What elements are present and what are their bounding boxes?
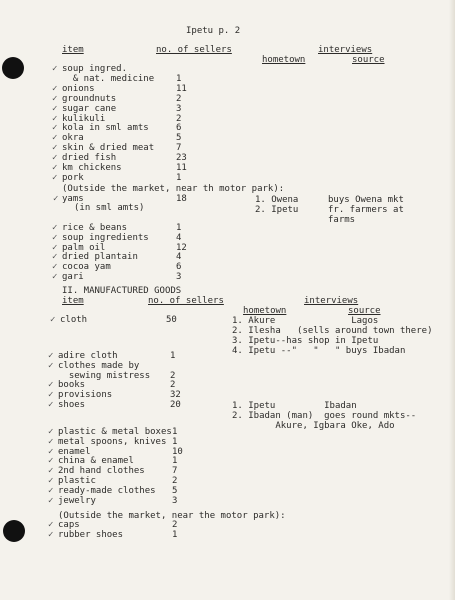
check-mark-icon: ✓ [48,520,54,530]
count-yams: 18 [176,194,187,204]
item-label: ready-made clothes [58,485,156,496]
cloth-note-1: 1. Akure Lagos [232,316,379,326]
check-mark-icon: ✓ [52,93,58,104]
seller-count: 1 [172,529,178,540]
check-mark-icon: ✓ [48,380,54,391]
seller-count: 10 [172,446,183,457]
yams-interview-2: 2. Ipetu [255,205,299,215]
punch-hole-top [2,57,24,79]
item-label: 2nd hand clothes [58,466,145,477]
item-label: rice & beans [62,223,128,233]
seller-count: 6 [176,262,182,273]
item-label: soup ingredients [62,232,149,243]
item-label: palm oil [62,242,106,253]
check-mark-icon: ✓ [48,446,54,457]
item-label: enamel [58,446,91,457]
section2-title: II. MANUFACTURED GOODS [62,286,182,296]
check-mark-icon: ✓ [48,485,54,496]
item-label: kola in sml amts [62,123,149,134]
check-mark-icon: ✓ [52,262,58,273]
item-label: plastic & metal boxes [58,427,172,437]
item-yams: yams [62,194,84,204]
seller-count: 1 [170,351,176,361]
page-title: Ipetu p. 2 [186,26,241,36]
item-label: cocoa yam [62,262,111,273]
check-mark-icon: ✓ [52,242,58,253]
item-label: groundnuts [62,93,117,104]
seller-count: 11 [176,83,187,94]
section2-interviews-header: interviews [304,296,359,306]
section2-hometown-header: hometown [243,306,287,316]
item-yams-sub: (in sml amts) [74,203,145,213]
check-mark-icon: ✓ [48,456,54,467]
check-mark-icon: ✓ [48,476,54,486]
seller-count: 2 [172,520,178,530]
check-mark-icon: ✓ [48,466,54,477]
item-label: skin & dried meat [62,143,155,154]
cloth-note-4: 4. Ipetu --" " " buys Ibadan [232,346,406,356]
seller-count: 4 [176,232,182,243]
col-header-interviews: interviews [318,45,373,55]
check-mark-icon: ✓ [48,400,54,410]
check-mark-icon: ✓ [48,390,54,401]
seller-count: 4 [176,252,182,263]
check-mark-icon: ✓ [52,223,58,233]
item-label: adire cloth [58,351,118,361]
check-mark-icon: ✓ [52,143,58,154]
item-label: rubber shoes [58,529,124,540]
check-mark-icon: ✓ [53,194,59,204]
item-label: pork [62,172,84,183]
check-mark-icon: ✓ [52,172,58,183]
check-mark-icon: ✓ [48,529,54,540]
seller-count: 20 [170,400,181,410]
seller-count: 5 [176,133,182,144]
item-label: clothes made by [58,360,140,371]
item-label: jewelry [58,495,96,506]
outside-note-1: (Outside the market, near th motor park): [62,184,285,194]
seller-count: 2 [170,380,176,391]
item-label: caps [58,520,80,530]
item-label: dried fish [62,153,117,164]
check-mark-icon: ✓ [52,252,58,263]
item-cloth: cloth [60,315,88,325]
check-mark-icon: ✓ [50,315,56,325]
seller-count: 1 [176,172,182,183]
seller-count: 23 [176,153,187,164]
yams-source-1: buys Owena mkt [328,195,404,205]
check-mark-icon: ✓ [52,153,58,164]
col-header-sellers: no. of sellers [156,45,232,55]
check-mark-icon: ✓ [48,360,54,371]
outside-note-2: (Outside the market, near the motor park): [58,511,286,521]
page-edge-shadow [449,0,455,600]
check-mark-icon: ✓ [52,272,58,282]
seller-count: 6 [176,123,182,134]
section2-source-header: source [348,306,381,316]
item-label: sewing mistress [58,370,151,381]
col-header-hometown: hometown [262,55,306,65]
item-label: onions [62,83,95,94]
item-label: china & enamel [58,456,134,467]
item-label: okra [62,133,84,144]
section2-item-header: item [62,296,84,306]
col-header-source: source [352,55,385,65]
check-mark-icon: ✓ [48,436,54,447]
item-label: plastic [58,476,96,486]
seller-count: 12 [176,242,187,253]
item-label: sugar cane [62,103,117,114]
seller-count: 32 [170,390,181,401]
check-mark-icon: ✓ [52,64,58,74]
item-label: kulikuli [62,113,106,124]
seller-count: 2 [176,113,182,124]
check-mark-icon: ✓ [52,113,58,124]
seller-count: 1 [176,223,182,233]
cloth-note-3: 3. Ipetu--has shop in Ipetu [232,336,379,346]
yams-source-2: fr. farmers at [328,205,404,215]
seller-count: 1 [172,436,178,447]
yams-source-3: farms [328,215,356,225]
shoes-note-1: 1. Ipetu Ibadan [232,401,357,411]
seller-count: 2 [176,93,182,104]
count-cloth: 50 [166,315,177,325]
item-label: & nat. medicine [62,73,155,84]
seller-count: 1 [172,456,178,467]
check-mark-icon: ✓ [52,163,58,173]
check-mark-icon: ✓ [52,103,58,114]
seller-count: 3 [176,103,182,114]
section2-sellers-header: no. of sellers [148,296,224,306]
item-label: dried plantain [62,252,138,263]
check-mark-icon: ✓ [52,83,58,94]
check-mark-icon: ✓ [52,123,58,134]
check-mark-icon: ✓ [48,495,54,506]
item-label: metal spoons, knives [58,436,167,447]
seller-count: 7 [176,143,182,154]
seller-count: 5 [172,485,178,496]
item-label: provisions [58,390,113,401]
seller-count: 3 [176,272,182,282]
check-mark-icon: ✓ [52,232,58,243]
cloth-note-2: 2. Ilesha (sells around town there) [232,326,433,336]
seller-count: 1 [172,427,178,437]
seller-count: 3 [172,495,178,506]
item-label: gari [62,272,84,282]
seller-count: 1 [176,73,182,84]
col-header-item: item [62,45,84,55]
item-label: soup ingred. [62,64,128,74]
item-label: shoes [58,400,86,410]
check-mark-icon: ✓ [52,133,58,144]
item-label: books [58,380,86,391]
punch-hole-bottom [3,520,25,542]
check-mark-icon: ✓ [48,427,54,437]
item-label: km chickens [62,163,122,173]
seller-count: 7 [172,466,178,477]
seller-count: 2 [170,370,176,381]
shoes-note-2: 2. Ibadan (man) goes round mkts-- [232,411,417,421]
yams-interview-1: 1. Owena [255,195,299,205]
seller-count: 11 [176,163,187,173]
shoes-note-3: Akure, Igbara Oke, Ado [232,421,395,431]
check-mark-icon: ✓ [48,351,54,361]
seller-count: 2 [172,476,178,486]
